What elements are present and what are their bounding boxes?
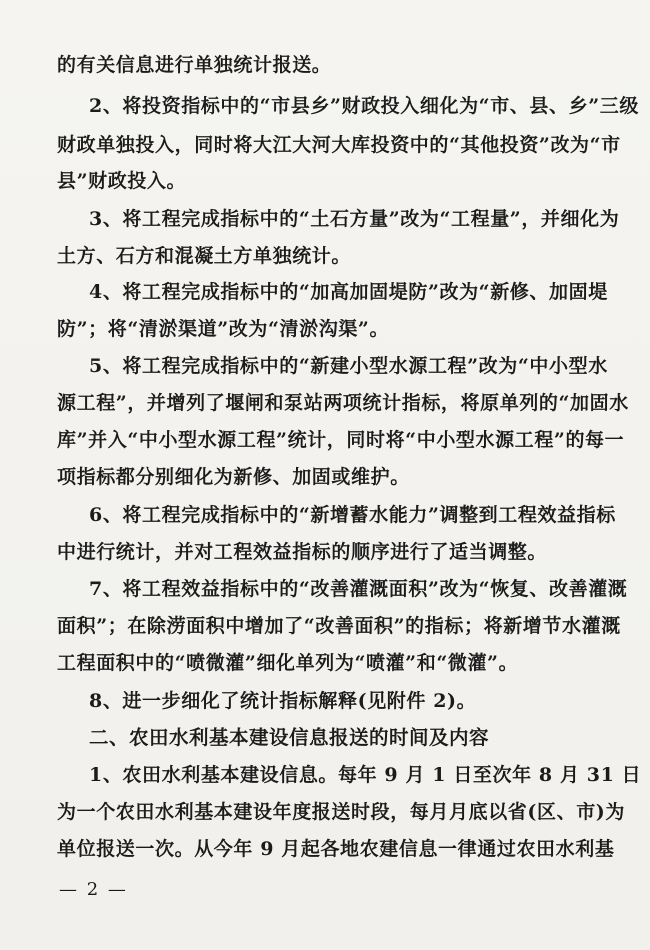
page-number: — 2 — bbox=[59, 879, 128, 900]
text-line-13: 6、将工程完成指标中的“新增蓄水能力”调整到工程效益指标 bbox=[89, 504, 616, 526]
text-line-3: 财政单独投入，同时将大江大河大库投资中的“其他投资”改为“市 bbox=[57, 134, 621, 156]
text-line-17: 工程面积中的“喷微灌”细化单列为“喷灌”和“微灌”。 bbox=[57, 652, 519, 674]
text-line-6: 土方、石方和混凝土方单独统计。 bbox=[57, 245, 352, 267]
text-line-7: 4、将工程完成指标中的“加高加固堤防”改为“新修、加固堤 bbox=[89, 281, 608, 303]
text-line-18: 8、进一步细化了统计指标解释(见附件 2)。 bbox=[89, 690, 477, 712]
text-line-14: 中进行统计，并对工程效益指标的顺序进行了适当调整。 bbox=[57, 541, 548, 563]
section-heading: 二、农田水利基本建设信息报送的时间及内容 bbox=[89, 726, 490, 749]
text-line-1: 的有关信息进行单独统计报送。 bbox=[57, 54, 332, 76]
text-line-11: 库”并入“中小型水源工程”统计，同时将“中小型水源工程”的每一 bbox=[57, 429, 625, 451]
text-line-8: 防”；将“清淤渠道”改为“清淤沟渠”。 bbox=[57, 318, 390, 340]
text-line-15: 7、将工程效益指标中的“改善灌溉面积”改为“恢复、改善灌溉 bbox=[89, 578, 628, 600]
text-line-9: 5、将工程完成指标中的“新建小型水源工程”改为“中小型水 bbox=[89, 355, 608, 377]
text-line-12: 项指标都分别细化为新修、加固或维护。 bbox=[57, 466, 410, 488]
text-line-21: 为一个农田水利基本建设年度报送时段，每月月底以省(区、市)为 bbox=[57, 801, 625, 823]
text-line-10: 源工程”，并增列了堰闸和泵站两项统计指标，将原单列的“加固水 bbox=[57, 392, 629, 414]
text-line-5: 3、将工程完成指标中的“土石方量”改为“工程量”，并细化为 bbox=[89, 208, 620, 230]
text-line-2: 2、将投资指标中的“市县乡”财政投入细化为“市、县、乡”三级 bbox=[89, 95, 639, 117]
text-line-22: 单位报送一次。从今年 9 月起各地农建信息一律通过农田水利基 bbox=[57, 838, 615, 860]
text-line-16: 面积”；在除涝面积中增加了“改善面积”的指标；将新增节水灌溉 bbox=[57, 615, 621, 637]
text-line-20: 1、农田水利基本建设信息。每年 9 月 1 日至次年 8 月 31 日 bbox=[89, 764, 642, 786]
text-line-4: 县”财政投入。 bbox=[57, 170, 187, 192]
